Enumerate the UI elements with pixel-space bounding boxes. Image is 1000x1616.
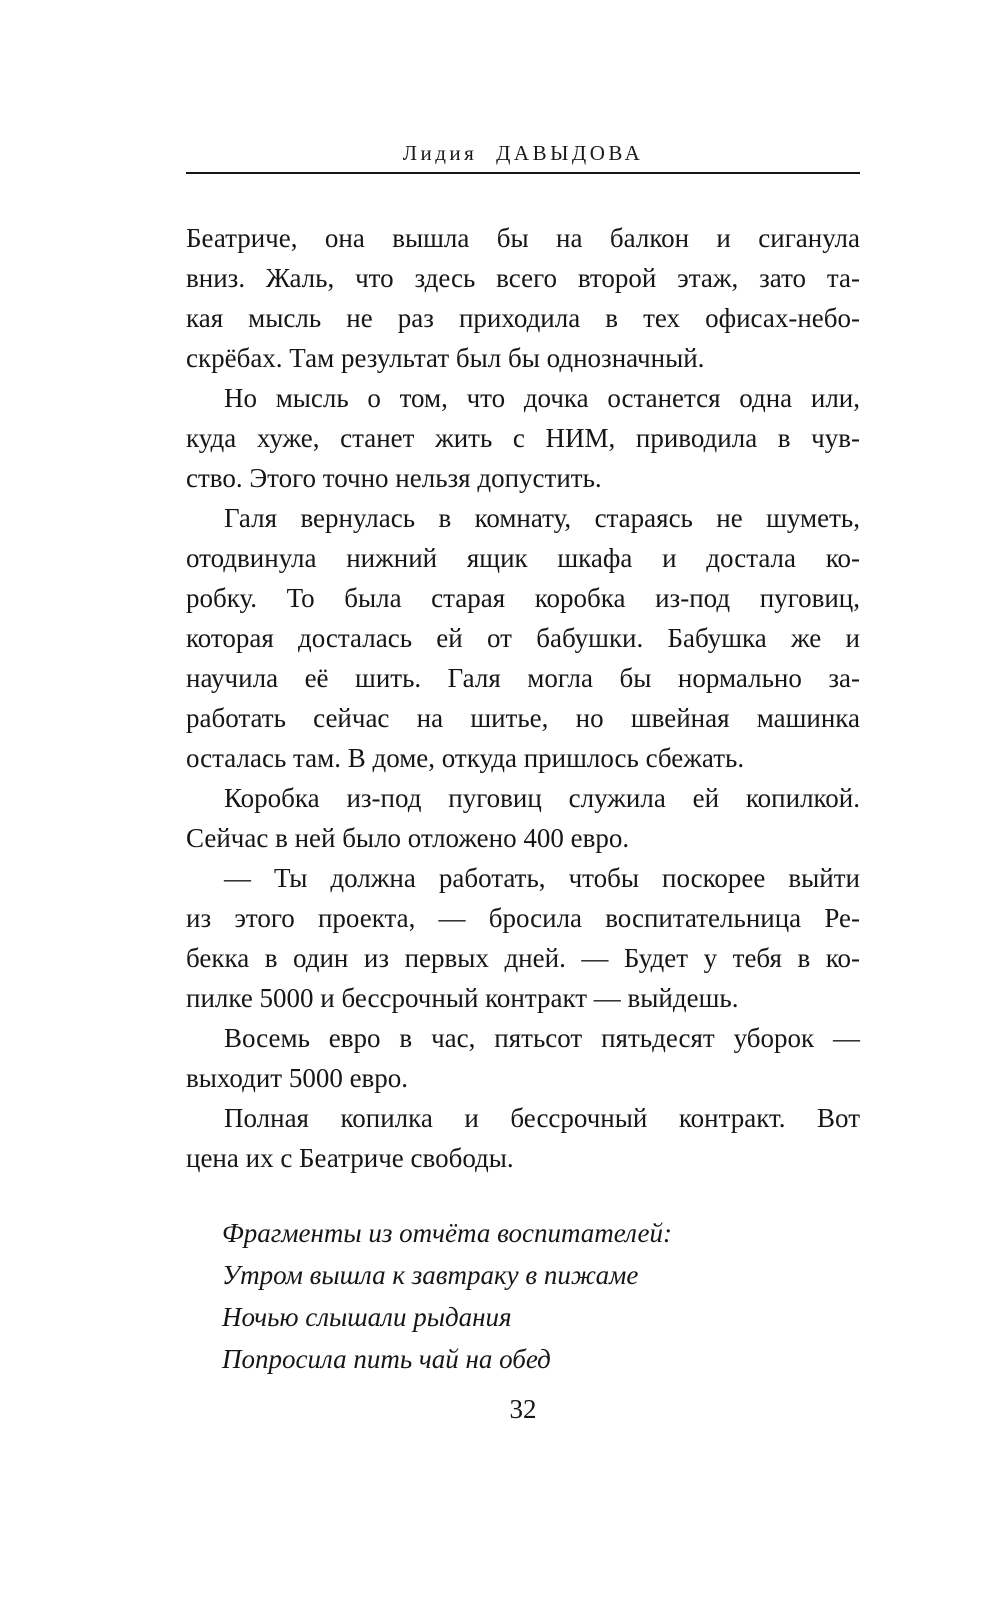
text-line: — Ты должна работать, чтобы поскорее выйти (224, 863, 860, 893)
paragraph (186, 218, 860, 378)
header-rule (186, 172, 860, 174)
paragraph (186, 778, 860, 858)
paragraph (186, 378, 860, 498)
report-line: Попросила пить чай на обед (222, 1344, 551, 1374)
paragraph (186, 858, 860, 1018)
text-line: Восемь евро в час, пятьсот пятьдесят уборок — (224, 1023, 860, 1053)
text-line: бекка в один из первых дней. — Будет у тебя в ко- (186, 943, 860, 973)
body-text (186, 218, 860, 1178)
paragraph (186, 498, 860, 778)
text-line: Полная копилка и бессрочный контракт. Вот (224, 1103, 860, 1133)
text-line: робку. То была старая коробка из-под пуговиц, (186, 583, 860, 613)
text-line: отодвинула нижний ящик шкафа и достала ко- (186, 543, 860, 573)
text-line: скрёбах. Там результат был бы однозначный. (186, 343, 705, 373)
text-line: пилке 5000 и бессрочный контракт — выйдешь. (186, 983, 739, 1013)
text-line: Сейчас в ней было отложено 400 евро. (186, 823, 630, 853)
author-name: Лидия ДАВЫДОВА (402, 141, 644, 165)
text-line: кая мысль не раз приходила в тех офисах-небо- (186, 303, 860, 333)
page-number: 32 (509, 1394, 537, 1424)
text-line: Беатриче, она вышла бы на балкон и сиганула (186, 223, 860, 253)
text-line: Галя вернулась в комнату, стараясь не шуметь, (224, 503, 860, 533)
text-line: выходит 5000 евро. (186, 1063, 409, 1093)
report-excerpt (222, 1212, 862, 1380)
text-line: которая досталась ей от бабушки. Бабушка же и (186, 623, 860, 653)
text-line: научила её шить. Галя могла бы нормально за- (186, 663, 860, 693)
text-line: работать сейчас на шитье, но швейная машинка (186, 703, 860, 733)
text-line: цена их с Беатриче свободы. (186, 1143, 514, 1173)
report-line: Утром вышла к завтраку в пижаме (222, 1260, 639, 1290)
text-line: из этого проекта, — бросила воспитательница Ре- (186, 903, 860, 933)
text-line: вниз. Жаль, что здесь всего второй этаж, зато та- (186, 263, 860, 293)
running-header (186, 141, 860, 166)
text-line: Но мысль о том, что дочка останется одна или, (224, 383, 860, 413)
text-line: Коробка из-под пуговиц служила ей копилкой. (224, 783, 860, 813)
report-line: Ночью слышали рыдания (222, 1302, 512, 1332)
report-line: Фрагменты из отчёта воспитателей: (222, 1218, 673, 1248)
text-line: осталась там. В доме, откуда пришлось сбежать. (186, 743, 745, 773)
text-line: куда хуже, станет жить с НИМ, приводила в чув- (186, 423, 860, 453)
text-line: ство. Этого точно нельзя допустить. (186, 463, 602, 493)
paragraph (186, 1098, 860, 1178)
paragraph (186, 1018, 860, 1098)
